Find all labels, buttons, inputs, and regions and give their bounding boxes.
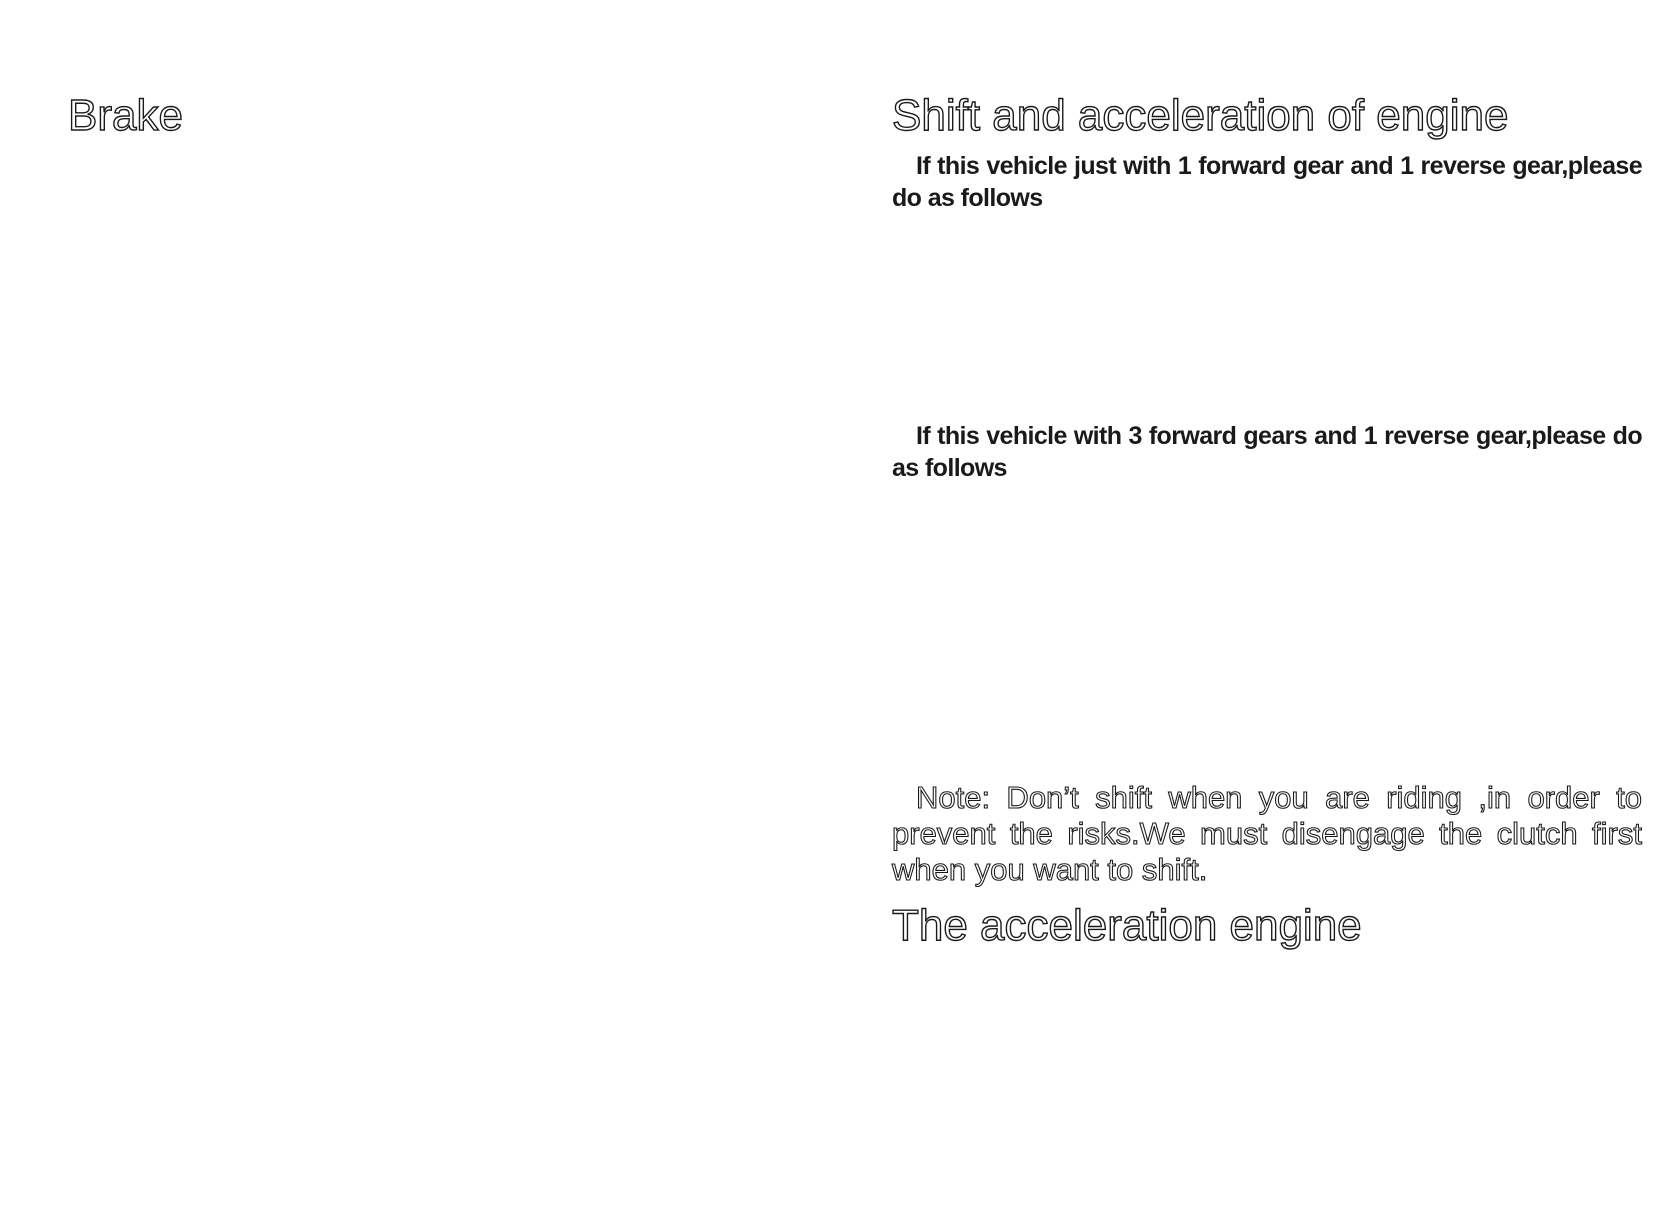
acceleration-engine-heading: The acceleration engine (892, 901, 1362, 950)
shift-note-paragraph: Note: Don’t shift when you are riding ,in order to prevent the risks.We must disengage the clutch first when you want to shift. (892, 780, 1642, 887)
three-forward-gears-paragraph: If this vehicle with 3 forward gears and 1 reverse gear,please do as follows (892, 422, 1642, 482)
brake-heading: Brake (68, 91, 183, 140)
right-page (839, 0, 1678, 1225)
shift-acceleration-heading: Shift and acceleration of engine (892, 91, 1509, 140)
one-forward-gear-paragraph: If this vehicle just with 1 forward gear and 1 reverse gear,please do as follows (892, 152, 1642, 212)
